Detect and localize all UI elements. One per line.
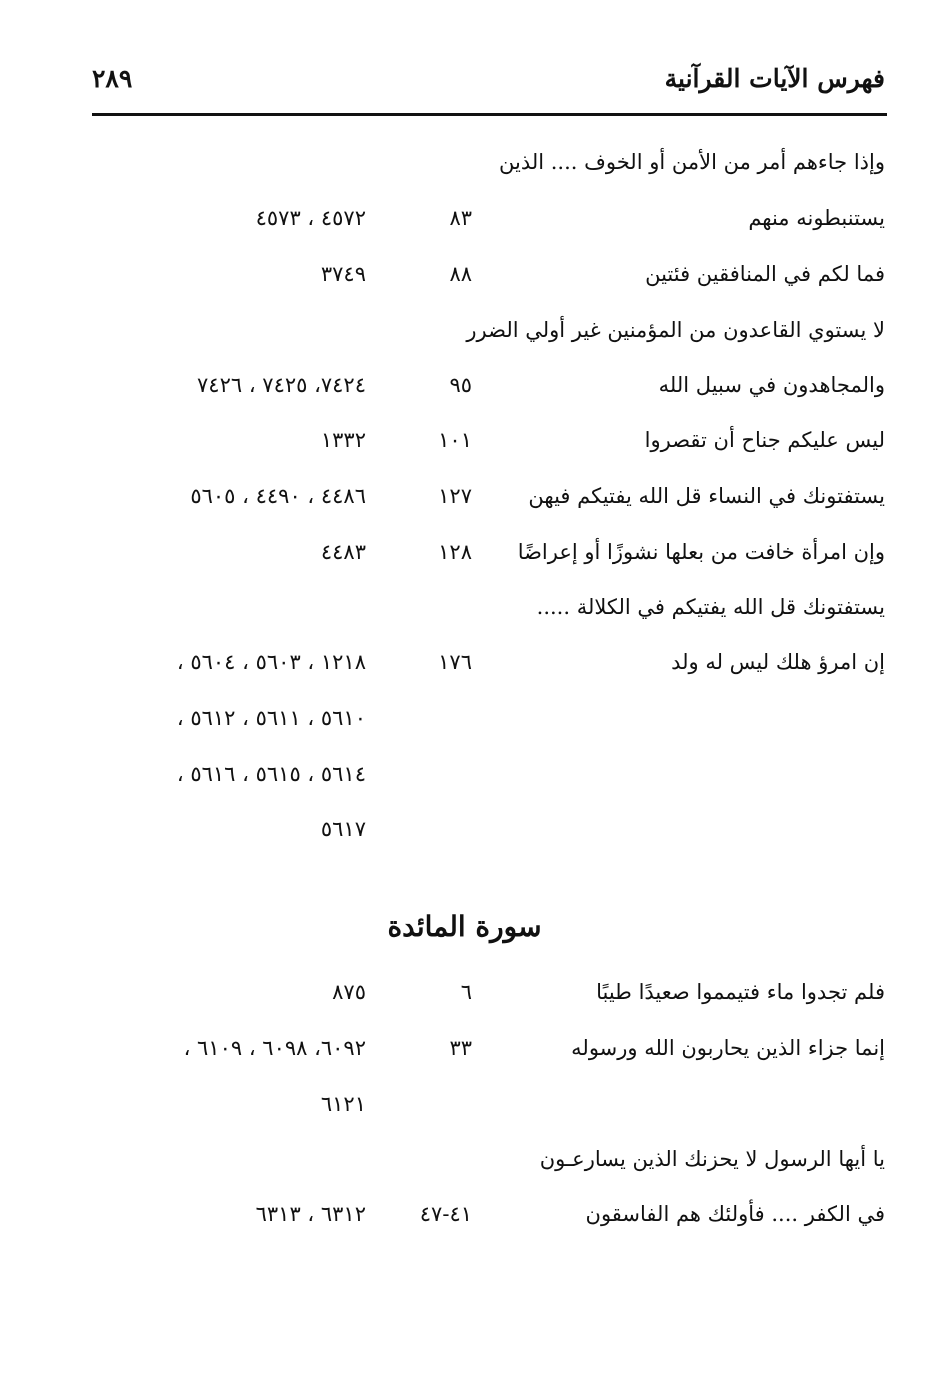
verse-text: إنما جزاء الذين يحاربون الله ورسوله [571, 1036, 885, 1060]
verse-number: ٣٣ [449, 1036, 472, 1060]
verse-number: ١٠١ [438, 428, 472, 452]
hadith-refs: ٤٤٨٦ ، ٤٤٩٠ ، ٥٦٠٥ [190, 484, 366, 508]
index-row [0, 1036, 929, 1080]
hadith-refs: ٨٧٥ [332, 980, 366, 1004]
index-row [0, 1092, 929, 1136]
verse-text: يستفتونك في النساء قل الله يفتيكم فيهن [528, 484, 885, 508]
verse-text: فلم تجدوا ماء فتيمموا صعيدًا طيبًا [596, 980, 885, 1004]
verse-text: ليس عليكم جناح أن تقصروا [644, 428, 885, 452]
hadith-refs: ٦٣١٢ ، ٦٣١٣ [255, 1202, 366, 1226]
index-row [0, 318, 929, 362]
hadith-refs: ٧٤٢٤، ٧٤٢٥ ، ٧٤٢٦ [197, 373, 366, 397]
verse-text: في الكفر .... فأولئك هم الفاسقون [585, 1202, 885, 1226]
index-row [0, 373, 929, 417]
verse-text: إن امرؤ هلك ليس له ولد [671, 650, 885, 674]
header-rule [92, 113, 887, 116]
verse-number: ٤١-٤٧ [419, 1202, 472, 1226]
verse-text: فما لكم في المنافقين فئتين [645, 262, 885, 286]
hadith-refs: ٦١٢١ [320, 1092, 366, 1116]
index-row [0, 540, 929, 584]
page-number: ٢٨٩ [92, 64, 133, 93]
verse-text: والمجاهدون في سبيل الله [658, 373, 885, 397]
index-row [0, 206, 929, 250]
page-header-title: فهرس الآيات القرآنية [664, 64, 885, 93]
hadith-refs: ١٢١٨ ، ٥٦٠٣ ، ٥٦٠٤ ، [176, 650, 366, 674]
index-row [0, 817, 929, 861]
verse-number: ١٧٦ [438, 650, 472, 674]
verse-number: ١٢٧ [438, 484, 472, 508]
verse-text: يستنبطونه منهم [748, 206, 885, 230]
index-row [0, 595, 929, 639]
verse-text: لا يستوي القاعدون من المؤمنين غير أولي الضرر [466, 318, 885, 342]
index-row [0, 484, 929, 528]
verse-number: ٨٨ [449, 262, 472, 286]
verse-text: يا أيها الرسول لا يحزنك الذين يسارعـون [539, 1147, 885, 1171]
hadith-refs: ٥٦١٠ ، ٥٦١١ ، ٥٦١٢ ، [176, 706, 366, 730]
index-row [0, 428, 929, 472]
index-row [0, 262, 929, 306]
hadith-refs: ٤٤٨٣ [320, 540, 366, 564]
index-row [0, 650, 929, 694]
hadith-refs: ٥٦١٤ ، ٥٦١٥ ، ٥٦١٦ ، [176, 762, 366, 786]
surah-heading: سورة المائدة [387, 910, 542, 943]
verse-text: وإن امرأة خافت من بعلها نشوزًا أو إعراضًا [517, 540, 885, 564]
hadith-refs: ٣٧٤٩ [320, 262, 366, 286]
index-row [0, 150, 929, 194]
verse-number: ١٢٨ [438, 540, 472, 564]
verse-text: وإذا جاءهم أمر من الأمن أو الخوف .... الذين [499, 150, 885, 174]
index-row [0, 706, 929, 750]
hadith-refs: ٤٥٧٢ ، ٤٥٧٣ [255, 206, 366, 230]
verse-number: ٩٥ [449, 373, 472, 397]
index-row [0, 980, 929, 1024]
verse-number: ٨٣ [449, 206, 472, 230]
verse-text: يستفتونك قل الله يفتيكم في الكلالة ..... [536, 595, 885, 619]
hadith-refs: ٦٠٩٢، ٦٠٩٨ ، ٦١٠٩ ، [183, 1036, 366, 1060]
hadith-refs: ١٣٣٢ [320, 428, 366, 452]
index-row [0, 762, 929, 806]
index-row [0, 1202, 929, 1246]
index-row [0, 1147, 929, 1191]
hadith-refs: ٥٦١٧ [320, 817, 366, 841]
verse-number: ٦ [460, 980, 472, 1004]
